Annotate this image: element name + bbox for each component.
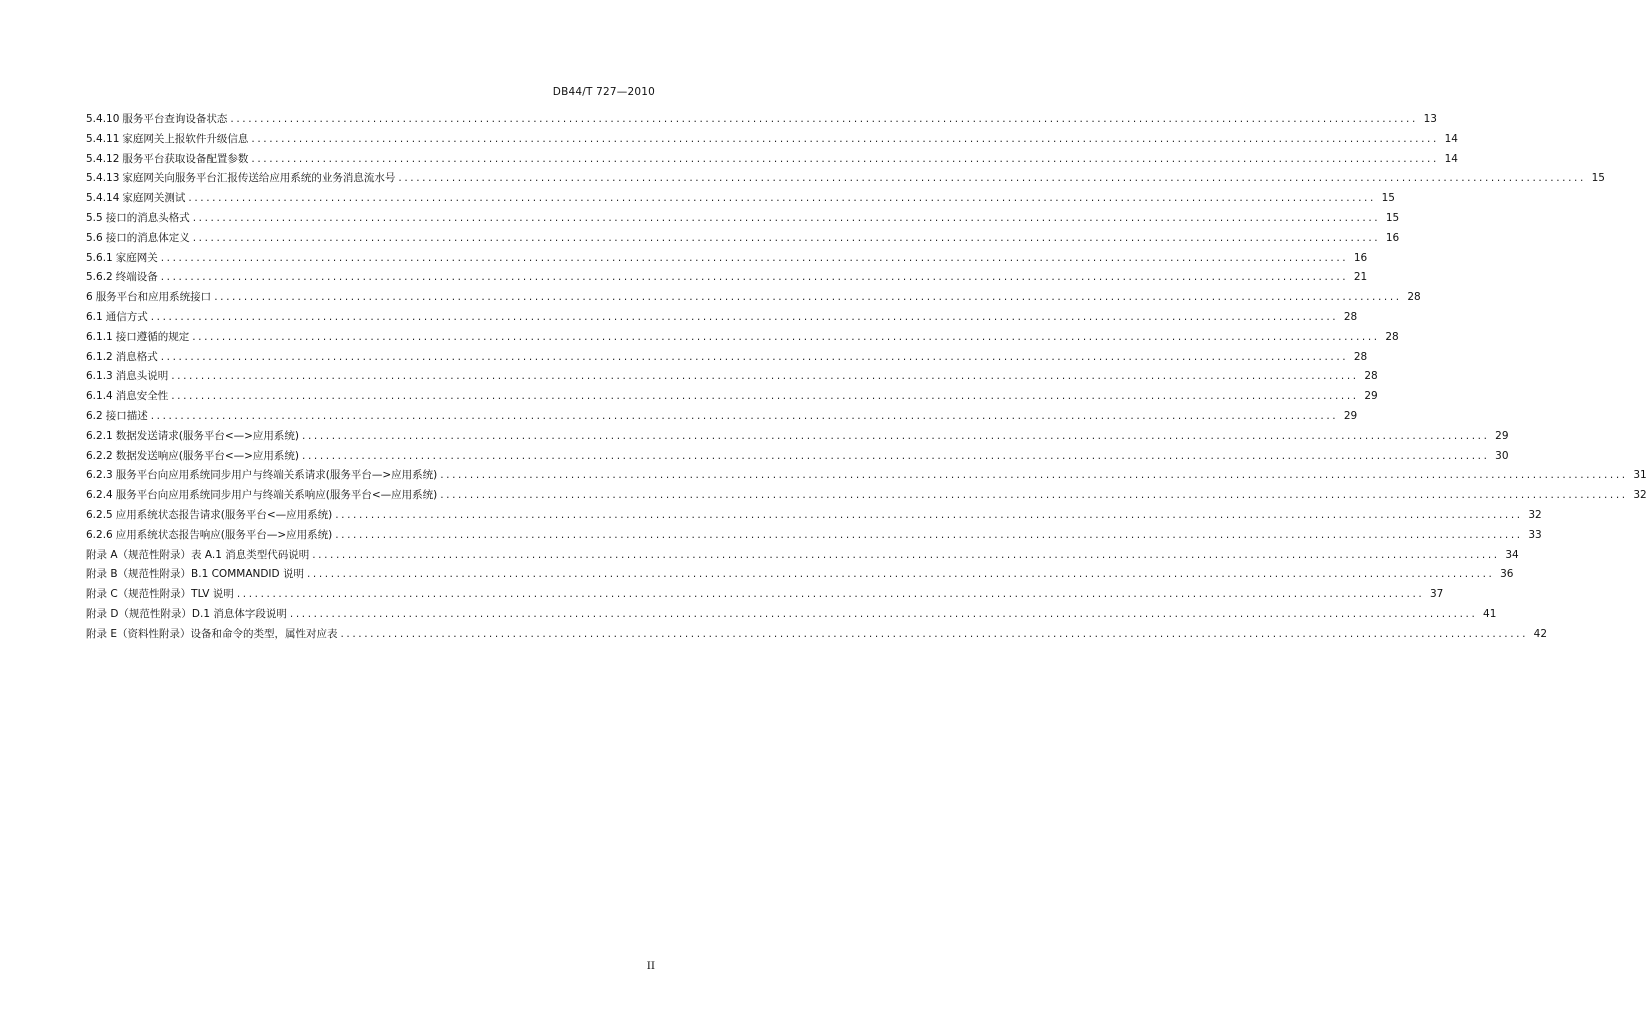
toc-entry[interactable] (86, 150, 1458, 170)
toc-entry-number: 6.2.6 (86, 528, 113, 541)
toc-dot-leader: ........................................................................................................................................................................................................ (398, 172, 1586, 185)
toc-entry-page: 30 (1495, 449, 1509, 462)
toc-entry-number: 6.1.3 (86, 370, 113, 383)
toc-entry-title: 数据发送请求(服务平台<—>应用系统) (115, 429, 300, 442)
toc-entry-number: 5.6.1 (86, 251, 113, 264)
toc-entry-page: 16 (1385, 231, 1400, 244)
toc-entry-heading (86, 585, 234, 605)
toc-entry[interactable] (86, 169, 1605, 189)
toc-dot-leader: ........................................................................................................................................................................................................ (335, 528, 1523, 541)
toc-entry-heading (86, 625, 337, 645)
toc-entry-page: 29 (1364, 390, 1378, 403)
toc-entry[interactable] (86, 249, 1368, 269)
toc-entry-title: 服务平台向应用系统同步用户与终端关系响应(服务平台<—应用系统) (115, 489, 438, 502)
toc-entry[interactable] (86, 526, 1542, 546)
toc-entry-page: 14 (1444, 152, 1458, 165)
toc-dot-leader: ........................................................................................................................................................................................................ (312, 548, 1500, 561)
toc-entry-title: 附录 C（规范性附录）TLV 说明 (86, 588, 234, 601)
toc-entry-heading (86, 189, 185, 209)
toc-entry-number: 6.1 (86, 310, 103, 323)
table-of-contents (86, 110, 1647, 645)
toc-entry-title: 终端设备 (115, 271, 158, 284)
toc-dot-leader: ........................................................................................................................................................................................................ (230, 113, 1418, 125)
toc-entry-number: 5.4.14 (86, 192, 120, 205)
toc-dot-leader: ........................................................................................................................................................................................................ (150, 310, 1339, 323)
toc-entry-number: 6.2.5 (86, 508, 113, 521)
toc-entry[interactable] (86, 130, 1458, 150)
toc-entry-number: 6.2.1 (86, 429, 113, 442)
toc-entry[interactable] (86, 605, 1497, 625)
toc-dot-leader: ........................................................................................................................................................................................................ (289, 607, 1478, 620)
toc-entry-page: 29 (1495, 429, 1509, 442)
toc-entry-page: 29 (1343, 409, 1358, 422)
toc-dot-leader: ........................................................................................................................................................................................................ (160, 271, 1349, 284)
toc-entry-page: 14 (1444, 132, 1458, 145)
toc-entry-page: 42 (1533, 627, 1548, 640)
toc-entry[interactable] (86, 506, 1542, 526)
toc-dot-leader: ........................................................................................................................................................................................................ (188, 192, 1376, 205)
toc-entry-number: 6.2.3 (86, 469, 113, 482)
toc-entry-number: 5.4.11 (86, 132, 120, 145)
toc-entry[interactable] (86, 546, 1519, 566)
toc-entry-page: 28 (1364, 370, 1378, 383)
toc-dot-leader: ........................................................................................................................................................................................................ (192, 211, 1381, 224)
toc-entry-number: 6.1.4 (86, 390, 113, 403)
toc-entry-number: 6.1.1 (86, 330, 113, 343)
toc-entry-page: 34 (1505, 548, 1519, 561)
toc-entry-page: 13 (1423, 113, 1437, 125)
toc-entry-number: 5.4.10 (86, 113, 120, 125)
toc-dot-leader: ........................................................................................................................................................................................................ (335, 508, 1523, 521)
toc-entry-heading (86, 447, 299, 467)
toc-entry-number: 5.4.13 (86, 172, 120, 185)
toc-dot-leader: ........................................................................................................................................................................................................ (171, 390, 1359, 403)
toc-dot-leader: ........................................................................................................................................................................................................ (302, 449, 1490, 462)
toc-entry-title: 附录 B（规范性附录）B.1 COMMANDID 说明 (86, 568, 304, 581)
toc-entry-title: 数据发送响应(服务平台<—>应用系统) (115, 449, 300, 462)
toc-entry[interactable] (86, 565, 1514, 585)
toc-entry-title: 消息头说明 (115, 370, 169, 383)
toc-entry-page: 16 (1353, 251, 1368, 264)
toc-entry-title: 消息格式 (115, 350, 158, 363)
toc-entry-heading (86, 486, 437, 506)
toc-entry-heading (86, 546, 309, 566)
toc-entry-title: 应用系统状态报告响应(服务平台—>应用系统) (115, 528, 333, 541)
toc-entry-title: 家庭网关向服务平台汇报传送给应用系统的业务消息流水号 (122, 172, 396, 185)
toc-entry-number: 6.2.2 (86, 449, 113, 462)
toc-entry-heading (86, 249, 158, 269)
toc-entry[interactable] (86, 189, 1395, 209)
toc-entry-title: 服务平台向应用系统同步用户与终端关系请求(服务平台—>应用系统) (115, 469, 438, 482)
toc-entry[interactable] (86, 625, 1548, 645)
toc-dot-leader: ........................................................................................................................................................................................................ (302, 429, 1490, 442)
toc-entry-title: 服务平台和应用系统接口 (95, 291, 212, 304)
toc-dot-leader: ........................................................................................................................................................................................................ (236, 588, 1425, 601)
toc-entry-title: 接口的消息体定义 (105, 231, 190, 244)
toc-dot-leader: ........................................................................................................................................................................................................ (150, 409, 1339, 422)
toc-dot-leader: ........................................................................................................................................................................................................ (440, 469, 1628, 482)
toc-entry-heading (86, 288, 211, 308)
toc-entry[interactable] (86, 427, 1509, 447)
toc-entry-heading (86, 565, 304, 585)
toc-entry-page: 15 (1385, 211, 1400, 224)
toc-entry-page: 31 (1633, 469, 1647, 482)
toc-entry-page: 41 (1483, 607, 1497, 620)
toc-entry-heading (86, 268, 158, 288)
toc-dot-leader: ........................................................................................................................................................................................................ (440, 489, 1628, 502)
toc-entry-title: 接口描述 (105, 409, 148, 422)
toc-entry[interactable] (86, 387, 1378, 407)
toc-dot-leader: ........................................................................................................................................................................................................ (192, 231, 1381, 244)
toc-entry-heading (86, 387, 168, 407)
toc-entry-title: 附录 D（规范性附录）D.1 消息体字段说明 (86, 607, 287, 620)
toc-entry-page: 36 (1500, 568, 1514, 581)
toc-entry-title: 消息安全性 (115, 390, 169, 403)
toc-entry-number: 6.2.4 (86, 489, 113, 502)
toc-entry-title: 附录 A（规范性附录）表 A.1 消息类型代码说明 (86, 548, 310, 561)
toc-entry[interactable] (86, 367, 1378, 387)
toc-dot-leader: ........................................................................................................................................................................................................ (171, 370, 1359, 383)
toc-entry-heading (86, 605, 287, 625)
toc-entry[interactable] (86, 229, 1400, 249)
toc-entry-heading (86, 209, 190, 229)
toc-dot-leader: ........................................................................................................................................................................................................ (340, 627, 1529, 640)
toc-entry-title: 接口遵循的规定 (115, 330, 190, 343)
toc-entry-page: 15 (1381, 192, 1395, 205)
toc-entry-page: 33 (1528, 528, 1542, 541)
toc-entry[interactable] (86, 407, 1358, 427)
toc-entry[interactable] (86, 328, 1399, 348)
toc-entry-heading (86, 328, 189, 348)
toc-entry-number: 6.2 (86, 409, 103, 422)
toc-entry-title: 附录 E（资料性附录）设备和命令的类型，属性对应表 (86, 627, 338, 640)
toc-entry-number: 5.6.2 (86, 271, 113, 284)
toc-entry[interactable] (86, 585, 1444, 605)
toc-entry-title: 应用系统状态报告请求(服务平台<—应用系统) (115, 508, 333, 521)
toc-dot-leader: ........................................................................................................................................................................................................ (192, 330, 1380, 343)
toc-entry-title: 接口的消息头格式 (105, 211, 190, 224)
toc-dot-leader: ........................................................................................................................................................................................................ (306, 568, 1495, 581)
toc-entry-page: 28 (1385, 330, 1399, 343)
toc-entry-title: 服务平台获取设备配置参数 (122, 152, 249, 165)
toc-entry-number: 6 (86, 291, 93, 304)
toc-entry-heading (86, 110, 227, 130)
toc-entry-page: 32 (1633, 489, 1647, 502)
toc-entry-heading (86, 407, 148, 427)
toc-dot-leader: ........................................................................................................................................................................................................ (251, 132, 1439, 145)
toc-entry-page: 28 (1343, 310, 1358, 323)
toc-entry-heading (86, 130, 248, 150)
toc-entry[interactable] (86, 288, 1421, 308)
toc-entry-title: 家庭网关测试 (122, 192, 186, 205)
toc-entry-heading (86, 169, 395, 189)
toc-entry-page: 28 (1407, 291, 1421, 304)
page-number: II (646, 960, 655, 972)
toc-entry-heading (86, 526, 332, 546)
toc-entry-title: 通信方式 (105, 310, 148, 323)
toc-entry-page: 15 (1591, 172, 1605, 185)
toc-entry[interactable] (86, 348, 1368, 368)
toc-entry-heading (86, 367, 168, 387)
toc-entry-heading (86, 427, 299, 447)
toc-entry-page: 32 (1528, 508, 1542, 521)
toc-entry[interactable] (86, 486, 1647, 506)
toc-entry-heading (86, 308, 148, 328)
toc-entry-number: 5.5 (86, 211, 103, 224)
toc-entry-title: 家庭网关上报软件升级信息 (122, 132, 249, 145)
toc-entry-heading (86, 150, 248, 170)
toc-entry-number: 5.6 (86, 231, 103, 244)
toc-entry-heading (86, 506, 332, 526)
toc-entry[interactable] (86, 308, 1358, 328)
toc-dot-leader: ........................................................................................................................................................................................................ (160, 251, 1349, 264)
toc-entry-page: 37 (1429, 588, 1444, 601)
toc-entry-page: 28 (1353, 350, 1368, 363)
toc-entry-heading (86, 348, 158, 368)
toc-entry[interactable] (86, 447, 1509, 467)
toc-entry[interactable] (86, 466, 1647, 486)
toc-dot-leader: ........................................................................................................................................................................................................ (214, 291, 1402, 304)
toc-entry-heading (86, 229, 190, 249)
toc-entry-number: 5.4.12 (86, 152, 120, 165)
toc-entry-page: 21 (1353, 271, 1368, 284)
toc-entry-number: 6.1.2 (86, 350, 113, 363)
document-code-header: DB44/T 727—2010 (552, 86, 655, 98)
toc-entry-title: 家庭网关 (115, 251, 158, 264)
toc-entry[interactable] (86, 209, 1400, 229)
toc-entry-title: 服务平台查询设备状态 (122, 113, 228, 125)
toc-entry[interactable] (86, 268, 1368, 288)
toc-entry-heading (86, 466, 437, 486)
toc-dot-leader: ........................................................................................................................................................................................................ (251, 152, 1439, 165)
toc-entry[interactable] (86, 110, 1437, 130)
toc-dot-leader: ........................................................................................................................................................................................................ (160, 350, 1349, 363)
